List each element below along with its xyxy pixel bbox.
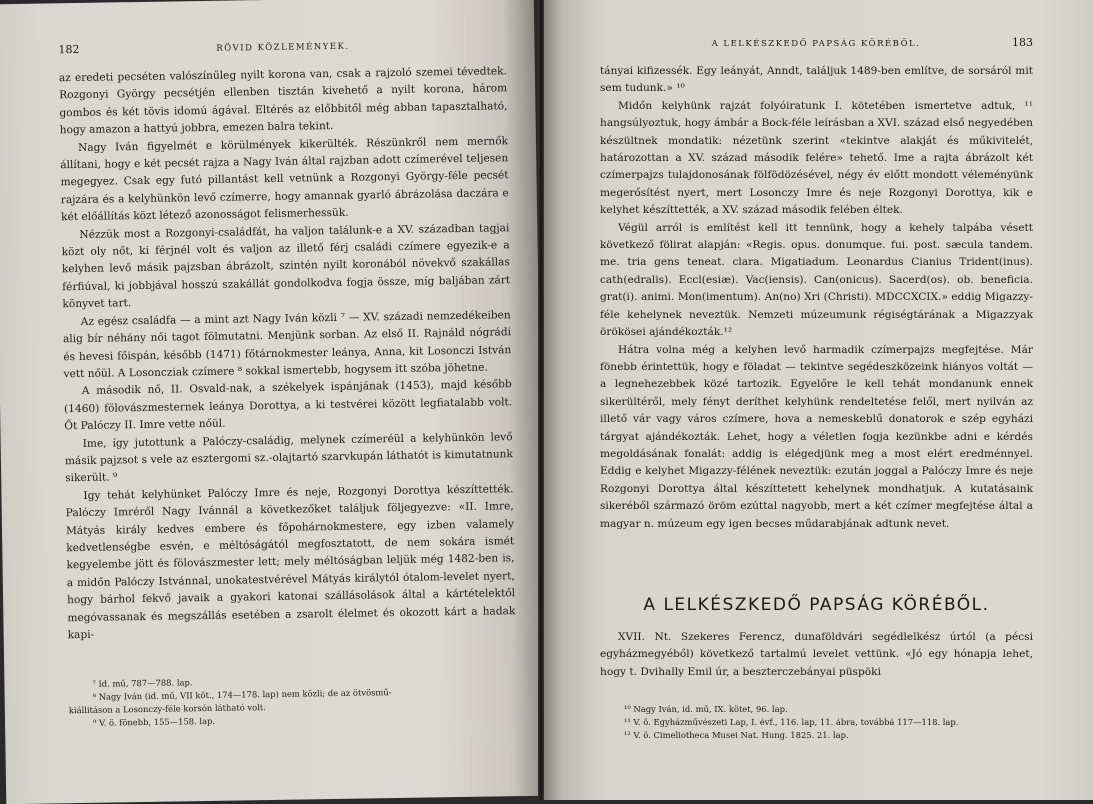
paragraph: Midőn kelyhünk rajzát folyóiratunk I. kötetében ismertetve adtuk, ¹¹ hangsúlyoztuk, hogy ámbár a Bock-féle leírásban a XVI. század első negyedében készültnek mondatik: nézetünk szerint «tekintve alakját és műkivitelét, határozottan a XV. század második felére» tehető. Ime a rajta ábrázolt két czímerpajzs tulajdonosának fölfödözésével, négy év előtt mondott véleményünk megerősítést nyert, mert Losonczy Imre és neje Rozgonyi Dorottya, kik e kelyhet készíttették, a XV. század második felében éltek. xyxy=(600,99,1033,217)
right-running-head xyxy=(600,36,1033,49)
paragraph: Nézzük most a Rozgonyi-családfát, ha valjon találunk-e a XV. században tagjai közt oly nőt, ki férjnél volt és valjon az illető férj családi czímere egyezik-e a kelyhen levő másik pajzsban ábrázolt, szintén nyilt koronából növekvő szakállas férfiúval, ki jobbjával hosszú szakállát gondolkodva fogja össze, míg baljában zárt könyvet tart. xyxy=(61,221,511,311)
paragraph: az eredeti pecséten valószínűleg nyilt korona van, csak a rajzoló szemei tévedtek. Rozgonyi György pecsétjén ellenben tisztán kivehető a nyilt korona, három gombos és két tövis idomú ágával. Eltérés az előbbitől még abban tapasztalható, hogy amazon a hattyú jobbra, emezen balra tekint. xyxy=(58,65,508,137)
paragraph: Igy tehát kelyhünket Palóczy Imre és neje, Rozgonyi Dorottya készíttették. Palóczy Imréről Nagy Ivánnál a következőket találjuk följegyezve: «II. Imre, Mátyás király kedves embere és főpohárnokmestere, egy izben valamely kedvetlenségbe esvén, e méltóságától megfosztatott, de nem sokára ismét kegyelembe jött és fölovászmester lett; mely méltóságban leljük még 1482-ben is, a midőn Palóczy Istvánnal, unokatestvérével Mátyás királytól ótalom-levelet nyert, hogy bárhol fekvő javaik a gyakori katonai szállásolások által a kártételektől megóvassanak és megszállás esetében a zsarolt élelmet és okozott kárt a hadak kapi- xyxy=(65,482,516,642)
footnote: ¹² V. ö. Cimeliotheca Musei Nat. Hung. 1825. 21. lap. xyxy=(624,730,849,741)
right-running-title: A LELKÉSZKEDŐ PAPSÁG KÖRÉBŐL. xyxy=(711,39,921,49)
footnote: ⁸ Nagy Iván (id. mű, VII köt., 174—178. lap) nem közli; de az ötvösmű- xyxy=(92,687,392,703)
left-running-head xyxy=(58,36,506,56)
book-gutter xyxy=(538,0,544,800)
right-page-number: 183 xyxy=(1011,36,1033,49)
paragraph: Az egész családfa — a mint azt Nagy Iván közli ⁷ — XV. századi nemzedékeiben alig bír néhány női tagot fölmutatni. Menjünk sorban. Az első II. Rajnáld nógrádi és hevesi főispán, később (1471) főtárnokmester leánya, Anna, kit Losonczi István vett nőül. A Losoncziak czímere ⁸ sokkal ismertebb, hogysem itt szóba jöhetne. xyxy=(62,308,512,381)
paragraph: Nagy Iván figyelmét e körülmények kikerülték. Részünkről nem mernők állítani, hogy e két pecsét rajza a Nagy Iván által rajzban adott czímerével teljesen megegyez. Csak egy futó pillantást kell vetnünk a Rozgonyi György-féle pecsét rajzára és a kelyhünkön levő czímerre, hogy amannak gyarló ábrázolása daczára e két előállítás közt létező azonosságot felismerhessük. xyxy=(60,134,509,224)
paragraph: Hátra volna még a kelyhen levő harmadik czímerpajzs megfejtése. Már fönebb érintettük, hogy e föladat — tekintve segédeszközeink hiányos voltát — a legnehezebbek közé tartozik. Egyelőre le kell tehát mondanunk ennek sikerültéről, mely fényt deríthet kelyhünk rendeltetése felől, mert nyilván az illető vár vagy város czímere, hova a nemeskeblű donatorok e szép egyházi tárgyat ajándékozták. Lehet, hogy a véletlen fogja kezünkbe adni e kérdés megoldásának fonalát: addig is elégedjünk meg a most elért eredménnyel. Eddig e kelyhet Migazzy-félének neveztük: ezután joggal a Palóczy Imre és neje Rozgonyi Dorottya által készíttetett kehelynek mondhatjuk. A kutatásaink sikeréből származó öröm ezúttal nagyobb, mert a két czímer megfejtése által a magyar n. múzeum egy igen becses műdarabjának adtunk nevet. xyxy=(600,343,1033,530)
right-body-text xyxy=(600,63,1033,533)
left-page xyxy=(0,0,546,804)
paragraph: XVII. Nt. Szekeres Ferencz, dunaföldvári segédlelkész úrtól (a pécsi egyházmegyéből) következő tartalmú levelet vettünk. «Jó egy hónapja lehet, hogy t. Dvihally Emil úr, a beszterczebányai püspöki xyxy=(600,630,1033,678)
paragraph: Ime, így jutottunk a Palóczy-családig, melynek czímeréül a kelyhünkön levő másik pajzsot s vele az esztergomi sz.-olajtartó szarvkupán láthatót is kimutatnunk sikerült. ⁹ xyxy=(64,430,513,485)
paragraph: tányai kifizessék. Egy leányát, Anndt, találjuk 1489-ben említve, de sorsáról mit sem tudunk.» ¹⁰ xyxy=(600,65,1033,95)
right-page xyxy=(540,0,1093,800)
left-body-text xyxy=(59,63,516,644)
left-footnotes xyxy=(68,672,517,731)
footnote: ¹¹ V. ö. Egyházművészeti Lap, I. évf., 116. lap, 11. ábra, továbbá 117—118. lap. xyxy=(624,717,959,728)
paragraph: A második nő, II. Osvald-nak, a székelyek ispánjának (1453), majd később (1460) fölovászmesternek leánya Dorottya, a ki testvérei között legfiatalabb volt. Őt Palóczy II. Imre vette nőül. xyxy=(64,378,513,433)
right-footnotes xyxy=(600,703,1033,742)
footnote: kiállitáson a Losonczy-féle korsón látható volt. xyxy=(68,702,266,716)
left-page-number: 182 xyxy=(58,42,80,57)
left-running-title: RÖVID KÖZLEMÉNYEK. xyxy=(216,41,350,54)
footnote: ⁷ Id. mű, 787—788. lap. xyxy=(92,677,193,690)
paragraph: Végül arról is említést kell itt tennünk, hogy a kehely talpába vésett következő fölirat alapján: «Regis. opus. donumque. fui. post. sæcula tandem. me. tria gens teneat. clara. Migatiadum. Leonardus Cianius Trident(inus). cath(edralis). Eccl(esiæ). Vac(iensis). Can(onicus). Sacerd(os). ob. beneficia. grat(i). animi. Mon(imentum). An(no) Xri (Christi). MDCCXCIX.» eddig Migazzy-féle kehelynek neveztük. Nemzeti múzeumunk régiségtárának a Migazzyak örökösei ajándékozták.¹² xyxy=(600,221,1033,339)
footnote: ¹⁰ Nagy Iván, id. mű, IX. kötet, 96. lap. xyxy=(624,704,788,715)
footnote: ⁹ V. ö. fönebb, 155—158. lap. xyxy=(92,716,216,729)
section-title: A LELKÉSZKEDŐ PAPSÁG KÖRÉBŐL. xyxy=(643,594,990,615)
section-body-text xyxy=(600,629,1033,681)
